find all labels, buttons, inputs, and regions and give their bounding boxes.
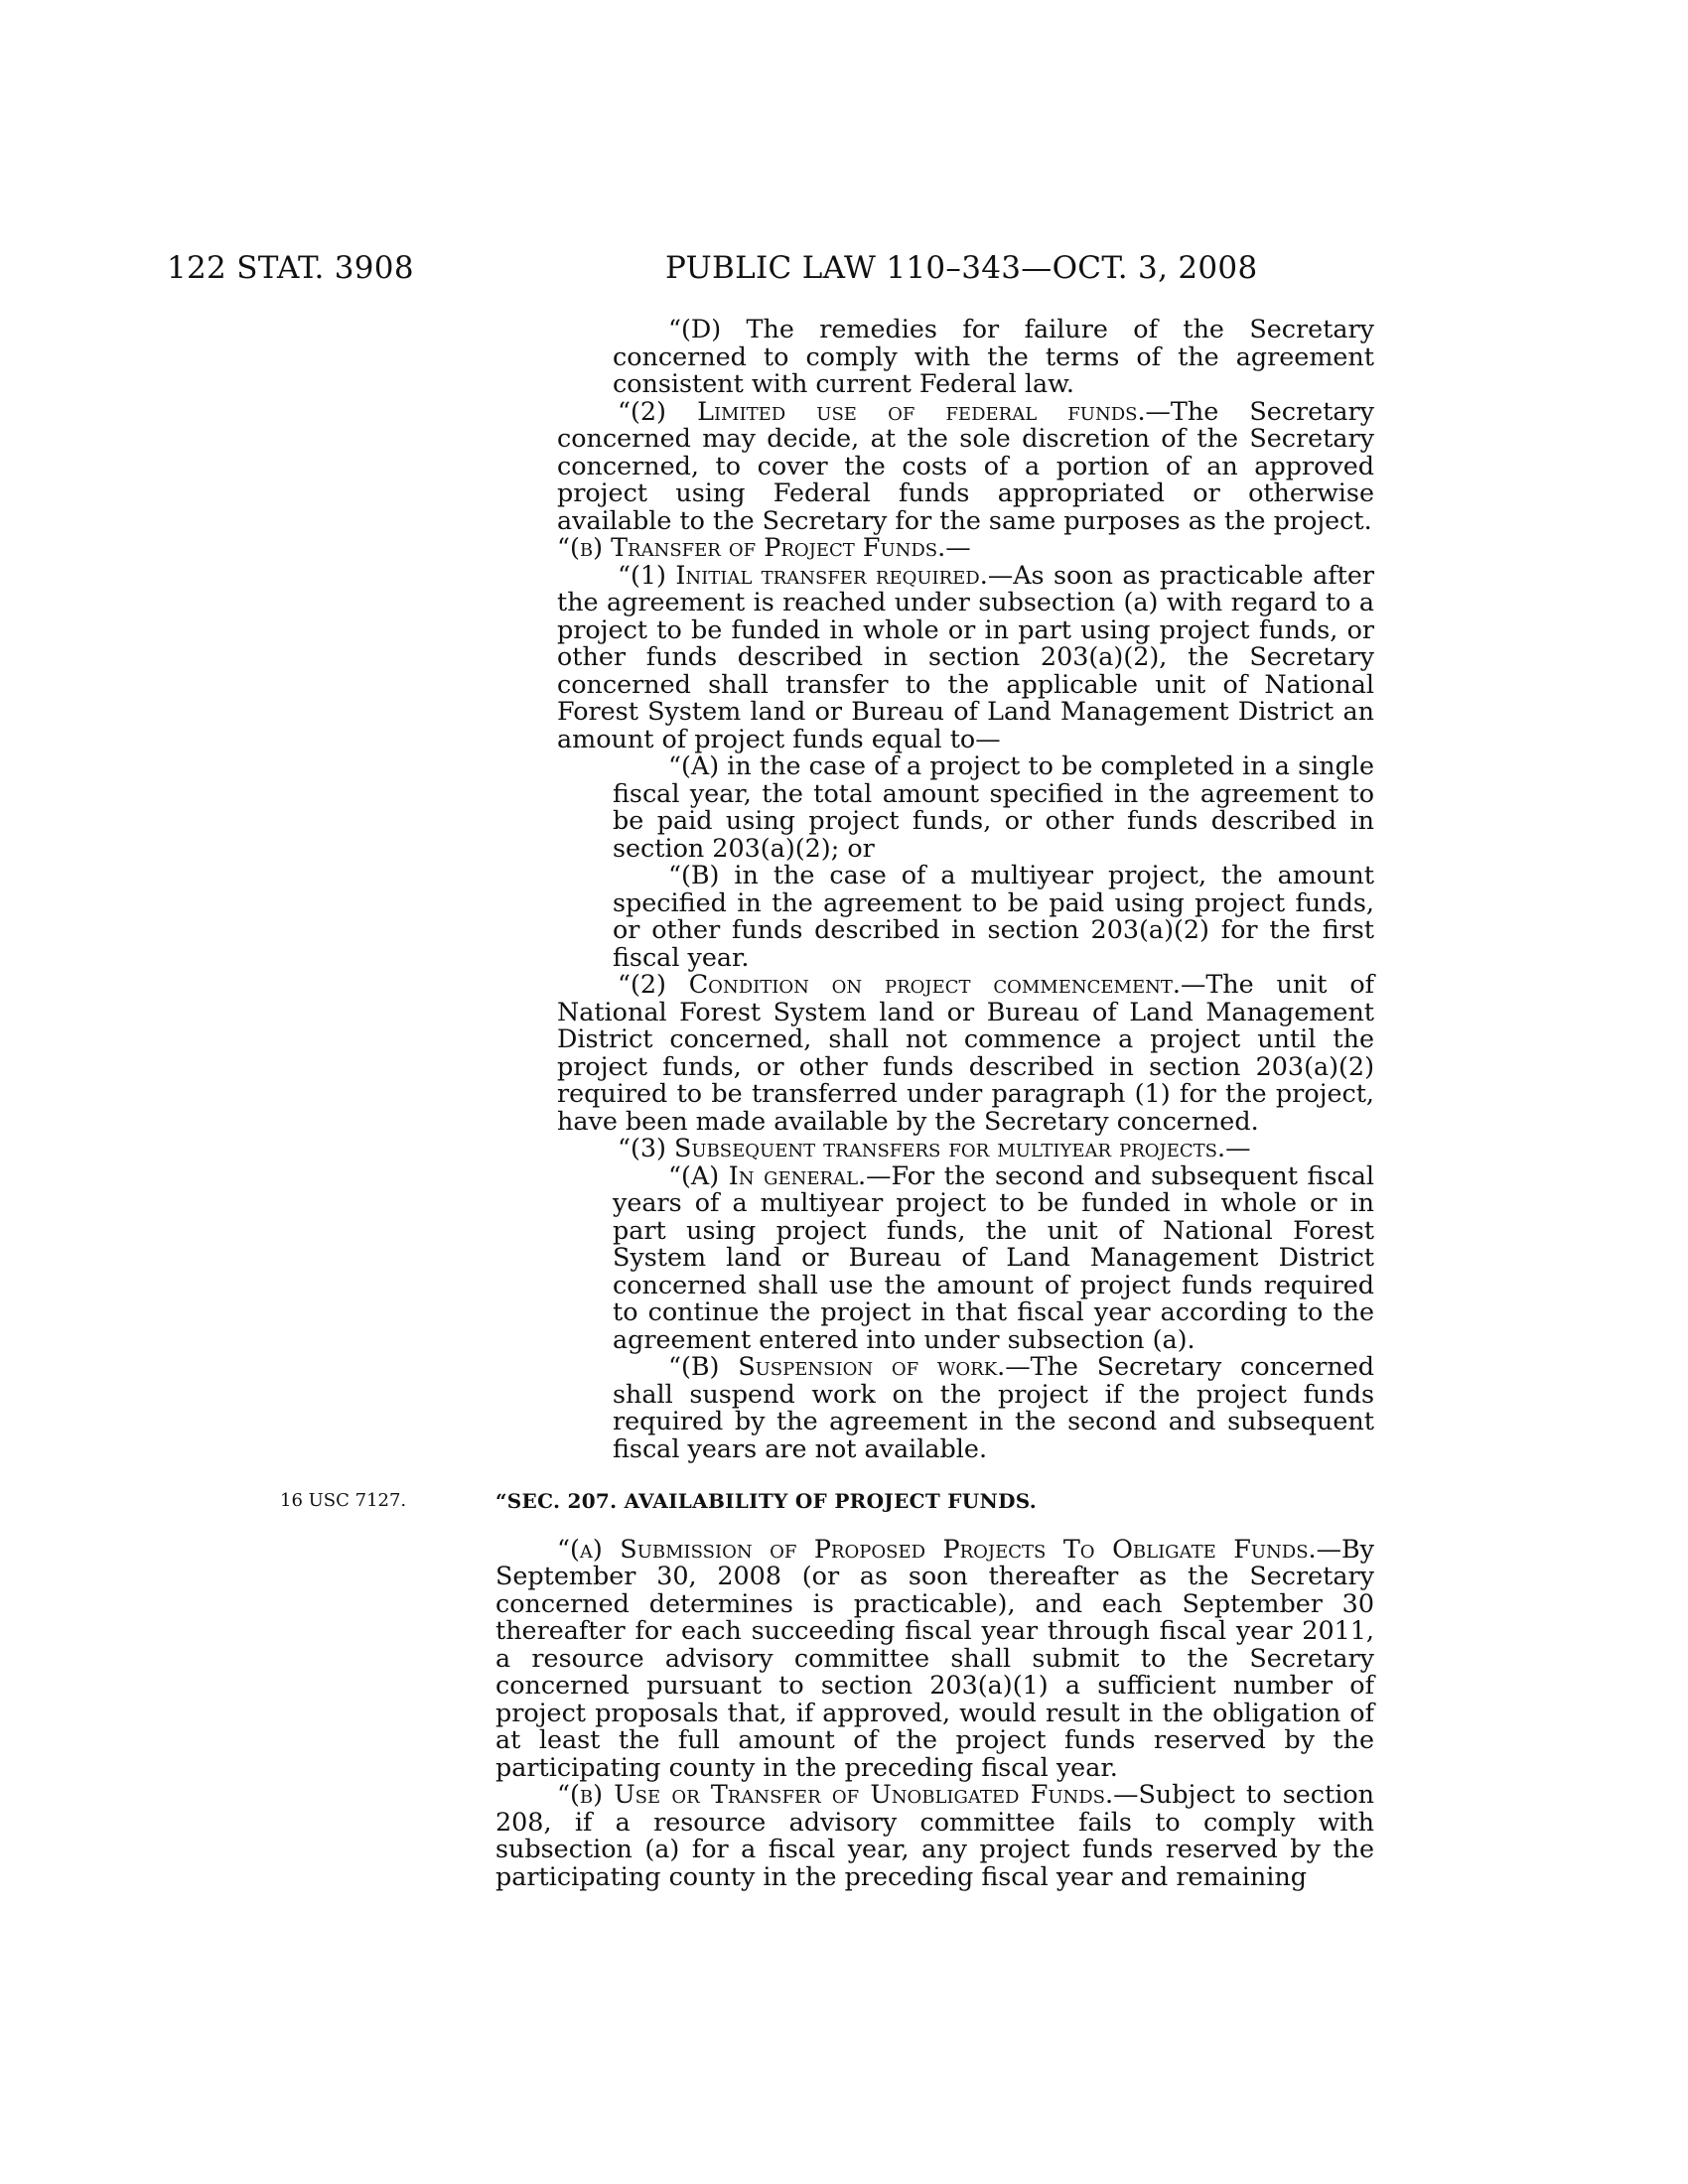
paragraph-text: —As soon as practicable after the agreement is reached under subsection (a) with regard to a project to be funded in whole or in part using project funds, or other funds described in section 203(a)(2), the Secretary concerned shall transfer to the applicable unit of National Forest System land or Bureau of Land Management District an amount of project funds equal to— bbox=[557, 559, 1374, 753]
paragraph-text: — bbox=[945, 532, 971, 562]
paragraph-text: —The Secretary concerned shall suspend work on the project if the project funds required by the agreement in the second and subsequent fiscal years are not available. bbox=[613, 1351, 1374, 1463]
statute-paragraph-b1a bbox=[495, 752, 1374, 862]
statute-paragraph-b3 bbox=[495, 1135, 1374, 1162]
statute-paragraph-b1b bbox=[495, 862, 1374, 971]
paragraph-heading: “(2) Limited use of federal funds. bbox=[618, 395, 1146, 426]
statute-paragraph-b2 bbox=[495, 971, 1374, 1135]
paragraph-text: — bbox=[1225, 1133, 1251, 1162]
paragraph-text: —Subject to section 208, if a resource advisory committee fails to comply with subsection (a) for a fiscal year, any project funds reserved by the participating county in the preceding fiscal year and remaining bbox=[495, 1779, 1374, 1891]
paragraph-heading: “(1) Initial transfer required. bbox=[618, 559, 988, 590]
statute-paragraph-b1 bbox=[495, 559, 1374, 753]
paragraph-heading: “(3) Subsequent transfers for multiyear projects. bbox=[618, 1133, 1226, 1162]
paragraph-text: —For the second and subsequent fiscal years of a multiyear project to be funded in whole or in part using project funds, the unit of National Forest System land or Bureau of Land Management District concerned shall use the amount of project funds required to continue the project in that fiscal year according to the agreement entered into under subsection (a). bbox=[613, 1160, 1374, 1354]
statute-paragraph-s_b bbox=[495, 1781, 1374, 1890]
public-law-header: PUBLIC LAW 110–343—OCT. 3, 2008 bbox=[665, 250, 1258, 286]
paragraph-text: —By September 30, 2008 (or as soon thereafter as the Secretary concerned determines is practicable), and each September 30 thereafter for each succeeding fiscal year through fiscal year 2011, a resource advisory committee shall submit to the Secretary concerned pursuant to section 203(a)(1) a sufficient number of project proposals that, if approved, would result in the obligation of at least the full amount of the project funds reserved by the participating county in the preceding fiscal year. bbox=[495, 1533, 1374, 1782]
page-stat-citation: 122 STAT. 3908 bbox=[167, 250, 414, 286]
paragraph-heading: “(2) Condition on project commencement. bbox=[618, 969, 1181, 999]
paragraph-text: —The Secretary concerned may decide, at the sole discretion of the Secretary concerned, to cover the costs of a portion of an approved project using Federal funds appropriated or otherwise available to the Secretary for the same purposes as the project. bbox=[557, 395, 1374, 535]
section-heading bbox=[495, 1488, 1374, 1516]
paragraph-text: “(D) The remedies for failure of the Secretary concerned to comply with the terms of the agreement consistent with current Federal law. bbox=[613, 314, 1374, 398]
paragraph-text: —The unit of National Forest System land or Bureau of Land Management District concerned, shall not commence a project until the project funds, or other funds described in section 203(a)(2) required to be transferred under paragraph (1) for the project, have been made available by the Secretary concerned. bbox=[557, 969, 1374, 1136]
paragraph-heading: “(b) Use or Transfer of Unobligated Funds. bbox=[557, 1779, 1114, 1809]
paragraph-heading: “(b) Transfer of Project Funds. bbox=[557, 532, 946, 562]
statute-paragraph-b3a bbox=[495, 1162, 1374, 1354]
paragraph-heading: “(a) Submission of Proposed Projects To Obligate Funds. bbox=[557, 1533, 1317, 1564]
statute-paragraph-b3b bbox=[495, 1353, 1374, 1462]
statute-body bbox=[495, 316, 1374, 1890]
statute-paragraph-d bbox=[495, 316, 1374, 398]
paragraph-text: “(B) in the case of a multiyear project, the amount specified in the agreement to be paid using project funds, or other funds described in section 203(a)(2) for the first fiscal year. bbox=[613, 860, 1374, 972]
statute-paragraph-b bbox=[495, 534, 1374, 562]
statute-paragraph-a2 bbox=[495, 395, 1374, 535]
paragraph-heading: “(B) Suspension of work. bbox=[668, 1351, 1006, 1381]
paragraph-text: “(A) in the case of a project to be completed in a single fiscal year, the total amount specified in the agreement to be paid using project funds, or other funds described in section 203(a)(2); or bbox=[613, 751, 1374, 863]
paragraph-text: “SEC. 207. AVAILABILITY OF PROJECT FUNDS. bbox=[495, 1489, 1038, 1513]
usc-margin-note: 16 USC 7127. bbox=[280, 1490, 407, 1511]
statute-paragraph-s_a bbox=[495, 1533, 1374, 1782]
paragraph-heading: “(A) In general. bbox=[668, 1160, 867, 1190]
